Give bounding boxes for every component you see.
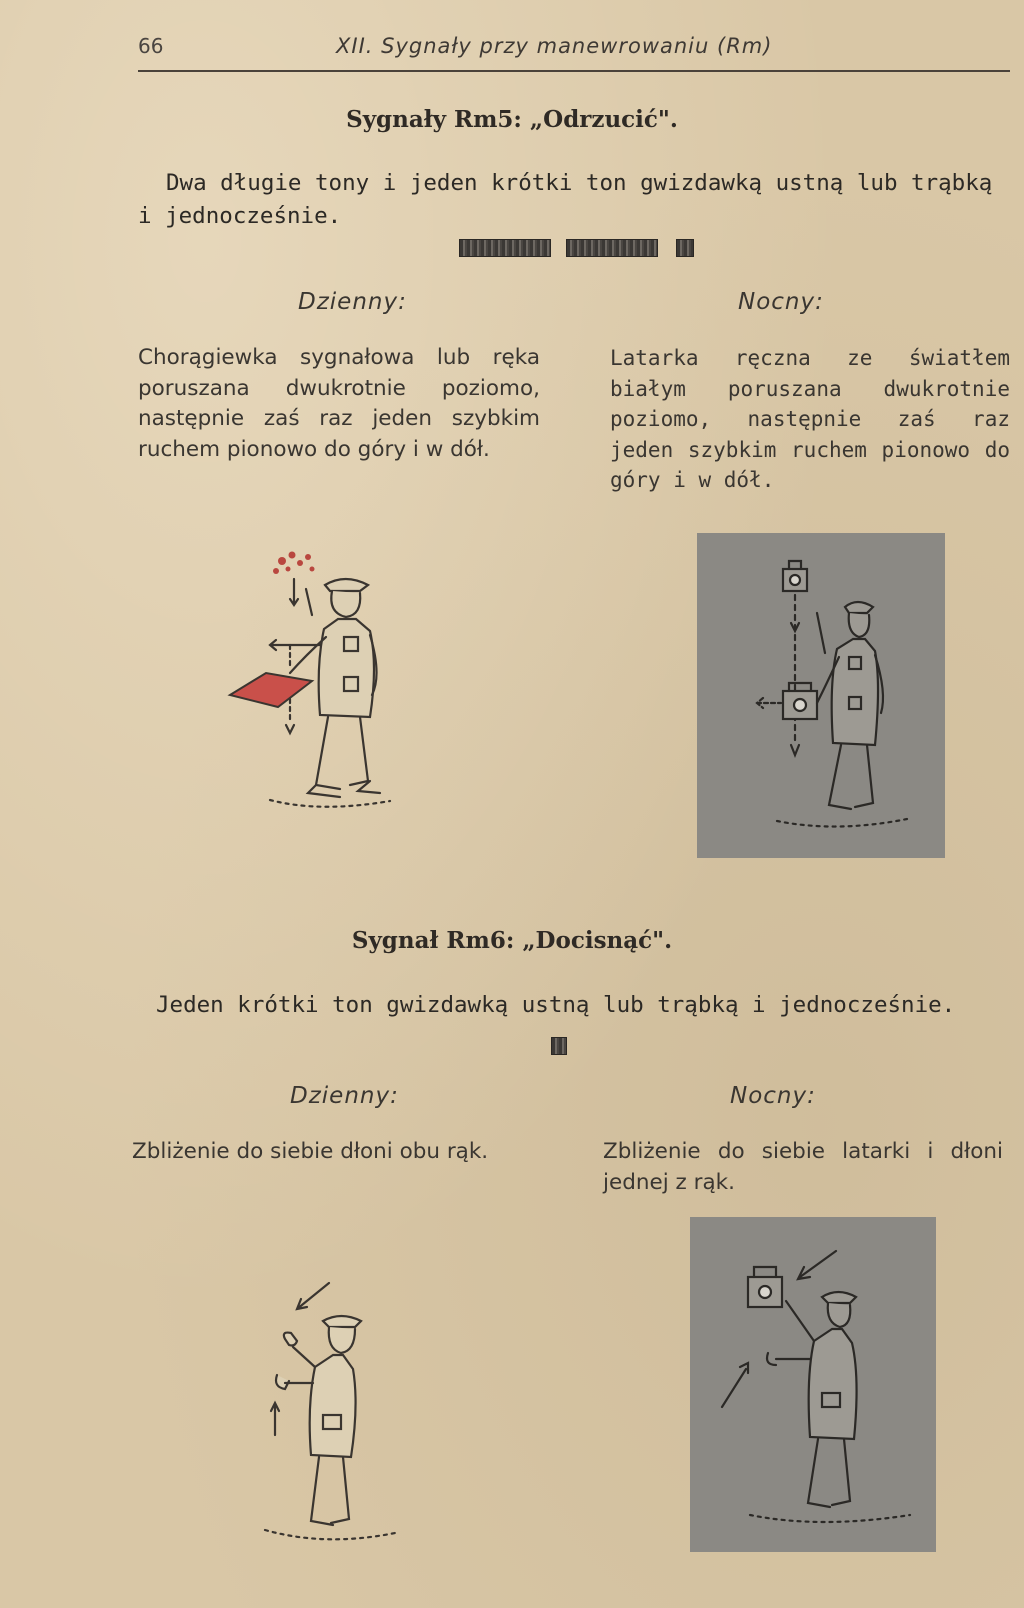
arrow-up-icon xyxy=(271,1403,279,1435)
rm5-night-illustration xyxy=(697,533,945,858)
arrow-down-icon xyxy=(297,1283,329,1309)
rm5-night-panel xyxy=(697,533,945,858)
hand-lamp-icon xyxy=(748,1267,782,1307)
rm6-title: Sygnał Rm6: „Docisnąć". xyxy=(351,927,673,954)
rm6-night-description: Zbliżenie do siebie latarki i dłoni jednej z rąk. xyxy=(603,1139,1003,1195)
short-tone-bar xyxy=(551,1037,567,1055)
rm6-night-panel xyxy=(690,1217,936,1552)
rm5-night-label: Nocny: xyxy=(738,289,824,315)
rm5-audio-line-1: Dwa długie tony i jeden krótki ton gwizdawką ustną lub trąbką xyxy=(166,170,993,196)
rm6-day-description: Zbliżenie do siebie dłoni obu rąk. xyxy=(132,1139,489,1164)
rm5-title: Sygnały Rm5: „Odrzucić". xyxy=(346,106,678,133)
red-flag-icon xyxy=(230,673,312,707)
rm5-audio-pattern xyxy=(0,239,1024,259)
arrow-down-icon xyxy=(798,1251,836,1279)
rm5-day-description: Chorągiewka sygnałowa lub ręka poruszana dwukrotnie poziomo, następnie zaś raz jeden szybkim ruchem pionowo do góry i w dół. xyxy=(138,345,540,462)
flag-motion-icon xyxy=(273,552,315,575)
hand-lamp-icon xyxy=(783,683,817,719)
rm5-day-illustration xyxy=(220,545,410,825)
short-tone-bar xyxy=(676,239,694,257)
rm6-audio-line: Jeden krótki ton gwizdawką ustną lub trąbką i jednocześnie. xyxy=(156,992,956,1018)
rm6-audio-pattern xyxy=(0,1037,1024,1057)
page-number: 66 xyxy=(138,34,164,58)
rm5-night-description: Latarka ręczna ze światłem białym poruszana dwukrotnie poziomo, następnie zaś raz jeden szybkim ruchem pionowo do góry i w dół. xyxy=(610,346,1010,492)
rm6-night-illustration xyxy=(690,1217,936,1552)
long-tone-bar xyxy=(566,239,658,257)
long-tone-bar xyxy=(459,239,551,257)
arrow-up-icon xyxy=(722,1363,748,1407)
lamp-icon xyxy=(783,561,807,591)
rm6-day-illustration xyxy=(245,1275,415,1550)
rm6-day-label: Dzienny: xyxy=(290,1083,399,1109)
rm5-audio-line-2: i jednocześnie. xyxy=(138,203,342,229)
running-head: XII. Sygnały przy manewrowaniu (Rm) xyxy=(336,34,773,58)
rm5-day-label: Dzienny: xyxy=(298,289,407,315)
page-header xyxy=(138,30,1010,72)
rm6-night-label: Nocny: xyxy=(730,1083,816,1109)
